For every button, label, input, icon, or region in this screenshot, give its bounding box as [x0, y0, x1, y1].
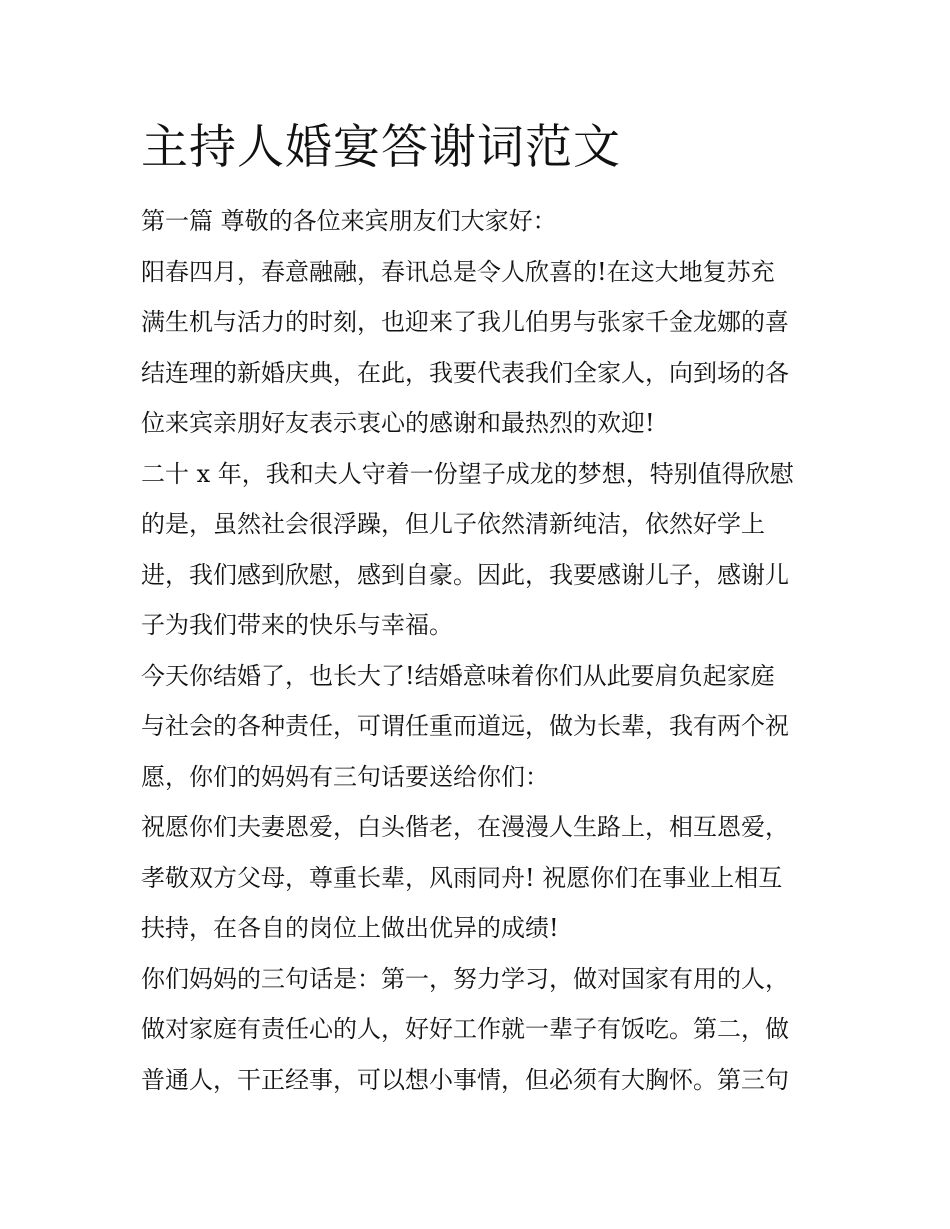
text-line: 祝愿你们夫妻恩爱，白头偕老，在漫漫人生路上，相互恩爱， [141, 813, 789, 841]
text-line: 二十 x 年，我和夫人守着一份望子成龙的梦想，特别值得欣慰 [141, 459, 794, 488]
text-line: 愿，你们的妈妈有三句话要送给你们： [141, 762, 549, 791]
document-body [141, 196, 815, 1105]
text-line: 与社会的各种责任，可谓任重而道远，做为长辈，我有两个祝 [141, 712, 789, 740]
text-line: 位来宾亲朋好友表示衷心的感谢和最热烈的欢迎! [141, 409, 655, 437]
text-line: 子为我们带来的快乐与幸福。 [141, 611, 453, 639]
text-line: 满生机与活力的时刻，也迎来了我儿伯男与张家千金龙娜的喜 [141, 308, 789, 336]
text-line: 第一篇 尊敬的各位来宾朋友们大家好： [141, 207, 557, 235]
text-line: 今天你结婚了，也长大了!结婚意味着你们从此要肩负起家庭 [141, 661, 775, 690]
text-line: 你们妈妈的三句话是：第一，努力学习，做对国家有用的人， [141, 964, 789, 993]
text-line: 进，我们感到欣慰，感到自豪。因此，我要感谢儿子，感谢儿 [141, 560, 789, 589]
text-line: 扶持，在各自的岗位上做出优异的成绩! [141, 914, 559, 942]
text-line: 孝敬双方父母，尊重长辈，风雨同舟! 祝愿你们在事业上相互 [141, 863, 783, 892]
text-line: 结连理的新婚庆典，在此，我要代表我们全家人，向到场的各 [141, 358, 789, 387]
text-line: 普通人，干正经事，可以想小事情，但必须有大胸怀。第三句 [141, 1065, 789, 1094]
document-title: 主持人婚宴答谢词范文 [141, 120, 621, 175]
text-line: 的是，虽然社会很浮躁，但儿子依然清新纯洁，依然好学上 [141, 510, 765, 538]
text-line: 做对家庭有责任心的人，好好工作就一辈子有饭吃。第二，做 [141, 1015, 789, 1043]
text-line: 阳春四月，春意融融，春讯总是令人欣喜的!在这大地复苏充 [141, 257, 775, 286]
